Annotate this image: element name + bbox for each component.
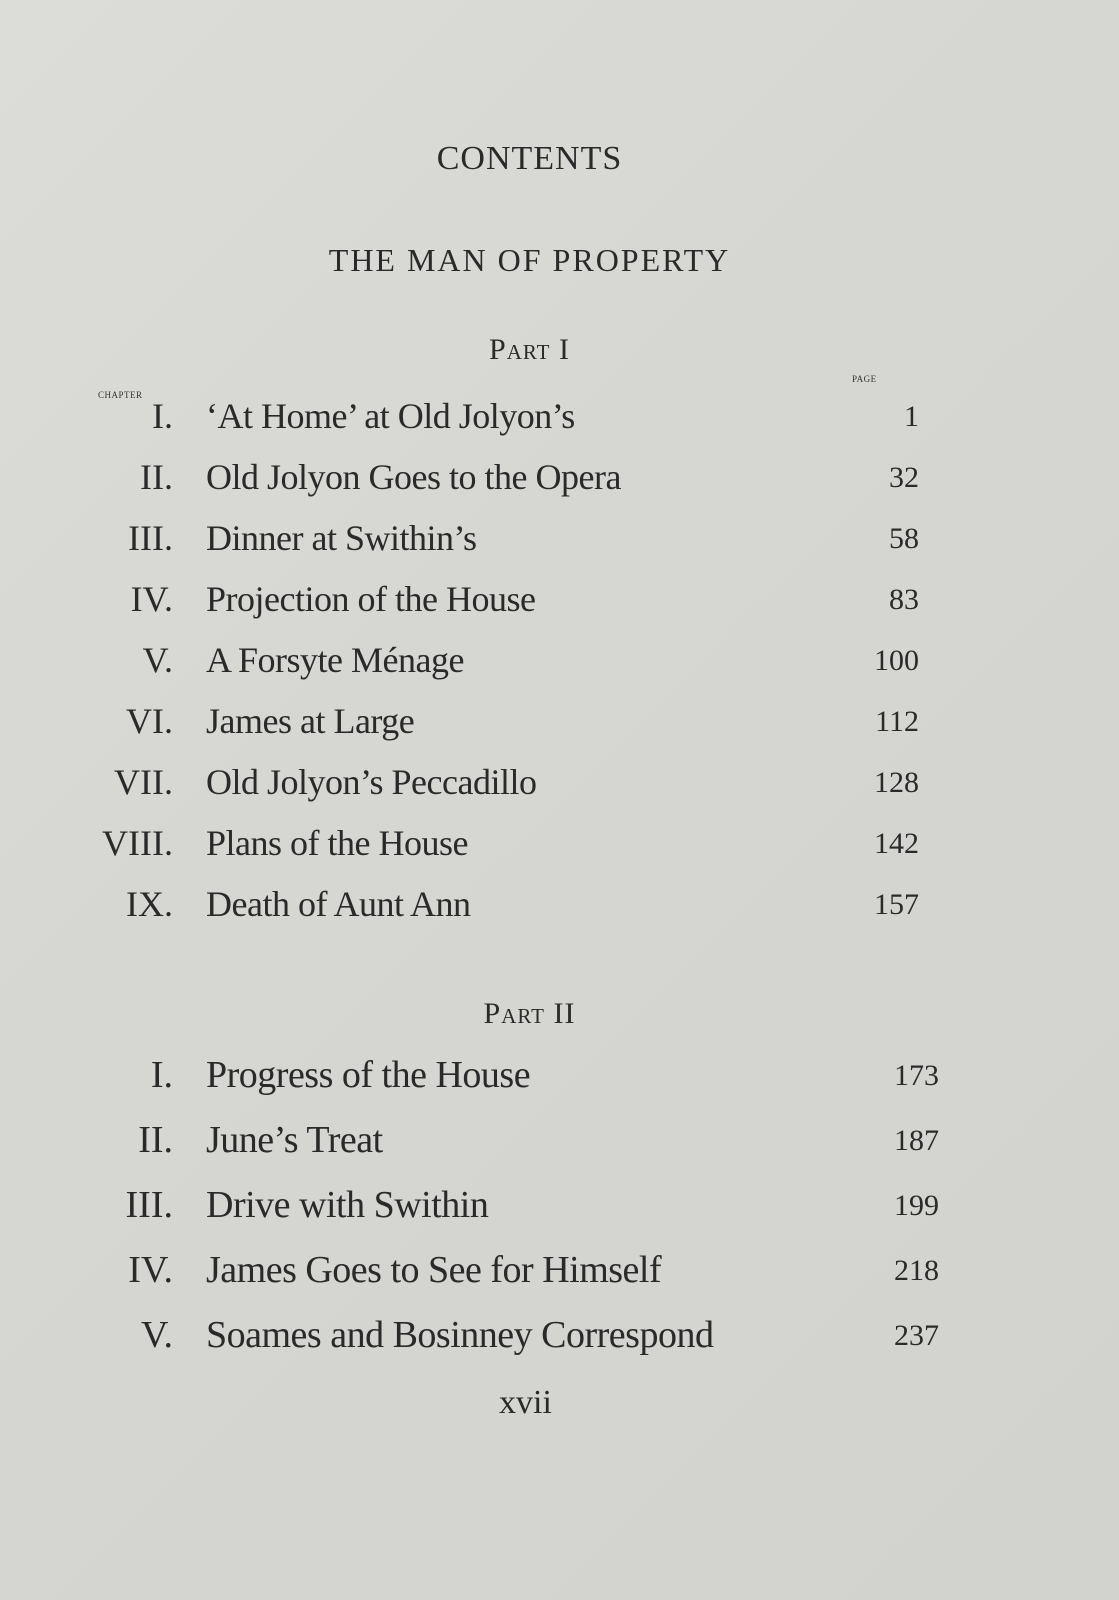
chapter-title: A Forsyte Ménage (206, 640, 464, 680)
chapter-title: Soames and Bosinney Correspond (206, 1314, 714, 1356)
part-2-chapter-list (0, 1043, 1119, 1368)
toc-entry (0, 569, 1119, 630)
chapter-number: V. (140, 1314, 173, 1356)
toc-entry (0, 691, 1119, 752)
chapter-number: IX. (126, 884, 173, 924)
toc-entry (0, 752, 1119, 813)
chapter-number: VII. (114, 762, 173, 802)
toc-entry (0, 447, 1119, 508)
page-number: 199 (894, 1189, 939, 1222)
page-folio: xvii (499, 1384, 552, 1421)
chapter-number: III. (125, 1184, 173, 1226)
chapter-title: Death of Aunt Ann (206, 884, 471, 924)
chapter-number: II. (138, 1119, 173, 1161)
part-1-chapter-list (0, 386, 1119, 935)
chapter-title: Dinner at Swithin’s (206, 518, 477, 558)
chapter-title: James Goes to See for Himself (206, 1249, 662, 1291)
chapter-title: June’s Treat (206, 1119, 383, 1161)
page-number: 173 (894, 1059, 939, 1092)
chapter-title: Old Jolyon Goes to the Opera (206, 457, 621, 497)
page-number: 58 (889, 522, 919, 555)
chapter-number: VIII. (102, 823, 173, 863)
chapter-number: V. (142, 640, 173, 680)
chapter-title: James at Large (206, 701, 415, 741)
toc-entry (0, 630, 1119, 691)
page-number: 142 (874, 827, 919, 860)
book-title: THE MAN OF PROPERTY (328, 242, 731, 278)
chapter-number: I. (152, 396, 173, 436)
chapter-column-label: CHAPTER (98, 390, 143, 400)
page-number: 218 (894, 1254, 939, 1287)
toc-entry (0, 813, 1119, 874)
chapter-title: Drive with Swithin (206, 1184, 489, 1226)
chapter-title: ‘At Home’ at Old Jolyon’s (206, 396, 575, 436)
toc-entry (0, 1108, 1119, 1173)
page-number: 128 (874, 766, 919, 799)
toc-entry (0, 1043, 1119, 1108)
page-number: 83 (889, 583, 919, 616)
page-number: 32 (889, 461, 919, 494)
chapter-number: VI. (126, 701, 173, 741)
chapter-title: Old Jolyon’s Peccadillo (206, 762, 537, 802)
chapter-title: Plans of the House (206, 823, 468, 863)
toc-entry (0, 1238, 1119, 1303)
page-number: 112 (875, 705, 919, 738)
toc-entry (0, 508, 1119, 569)
chapter-title: Projection of the House (206, 579, 536, 619)
chapter-number: III. (128, 518, 173, 558)
toc-entry (0, 1173, 1119, 1238)
chapter-number: IV. (130, 579, 173, 619)
page-number: 1 (904, 400, 919, 433)
page-column-label: PAGE (852, 374, 877, 384)
chapter-number: II. (140, 457, 173, 497)
toc-entry (0, 874, 1119, 935)
page-number: 237 (894, 1319, 939, 1352)
toc-entry (0, 386, 1119, 447)
contents-title: CONTENTS (436, 140, 623, 177)
chapter-title: Progress of the House (206, 1054, 531, 1096)
toc-entry (0, 1303, 1119, 1368)
part-2-title: Part II (483, 997, 576, 1030)
page-number: 157 (874, 888, 919, 921)
chapter-number: IV. (128, 1249, 173, 1291)
part-1-title: Part I (489, 333, 570, 366)
page-number: 100 (874, 644, 919, 677)
chapter-number: I. (150, 1054, 173, 1096)
page-number: 187 (894, 1124, 939, 1157)
